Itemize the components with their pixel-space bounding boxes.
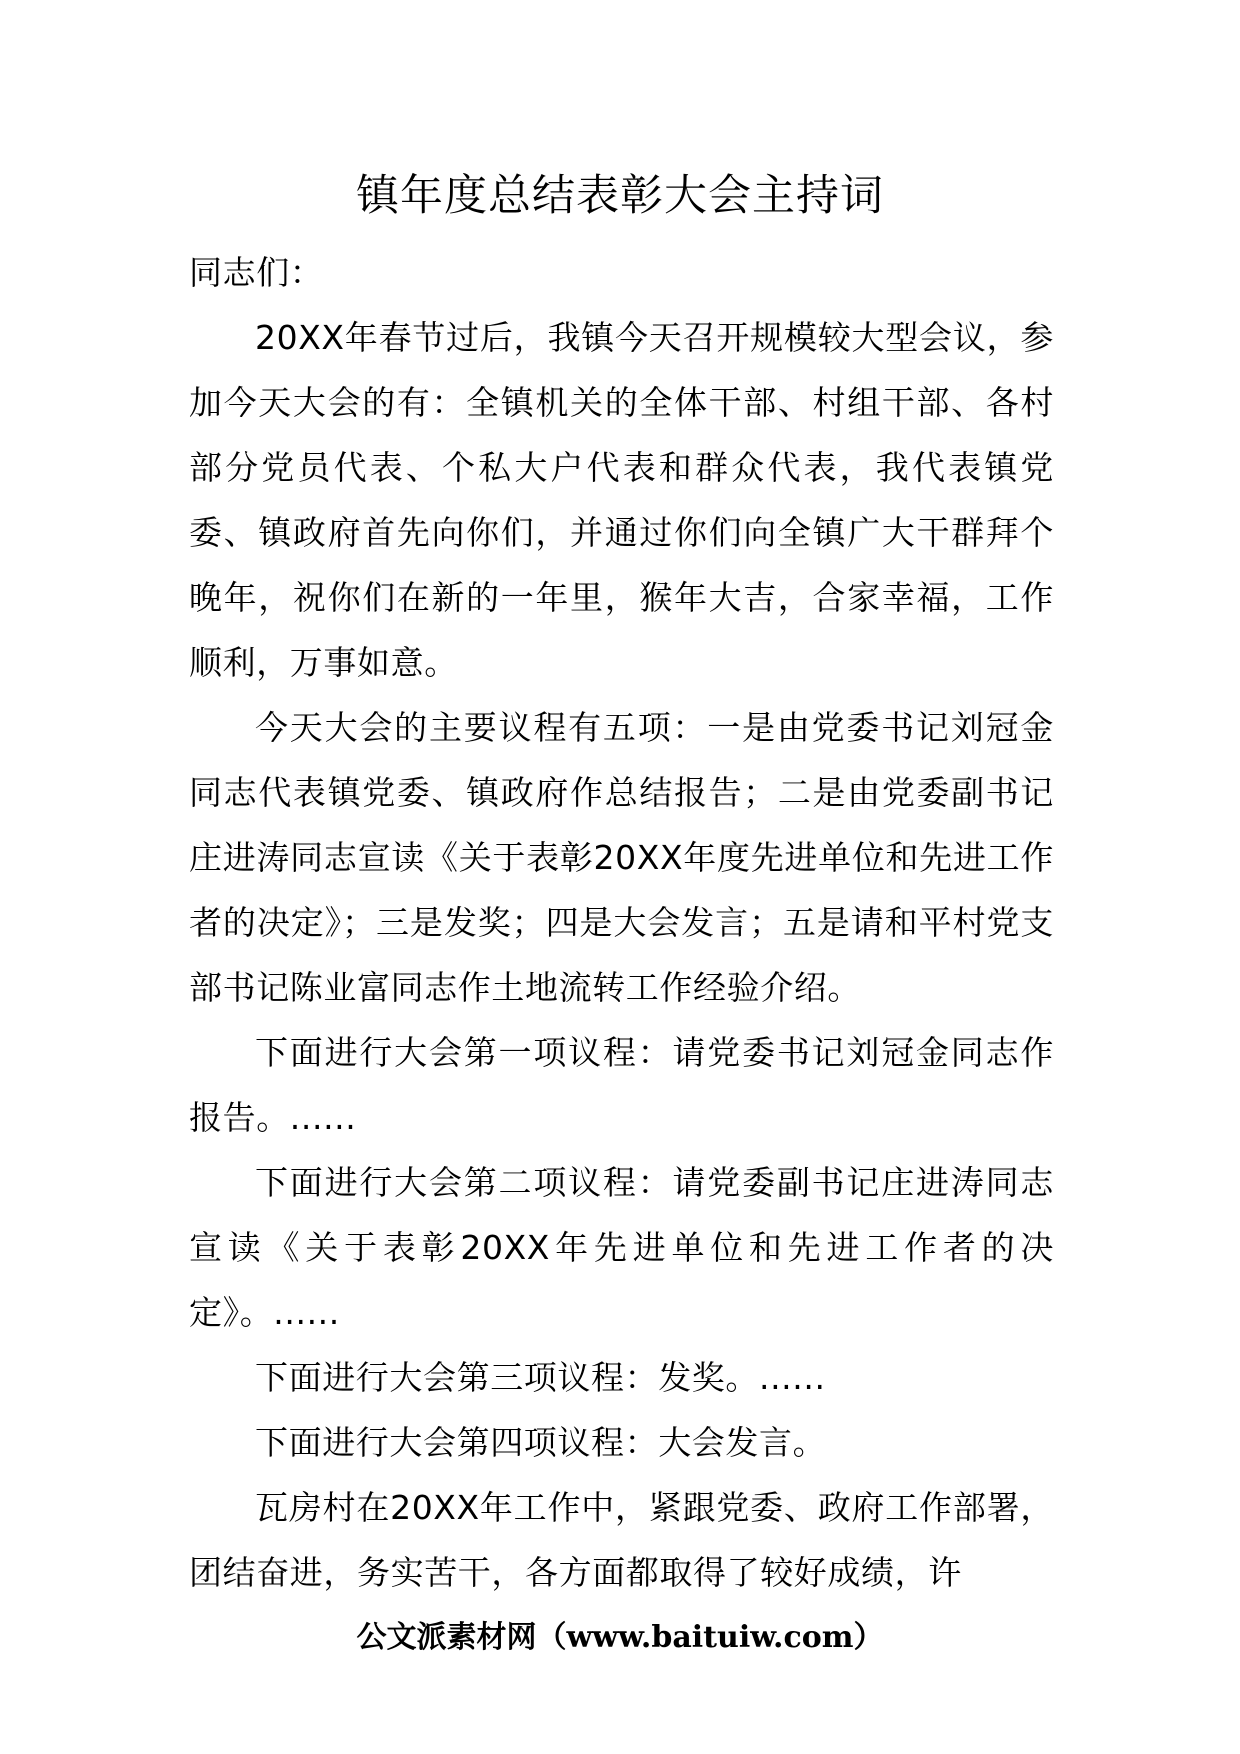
paragraph-item-2: 下面进行大会第二项议程：请党委副书记庄进涛同志宣读《关于表彰20XX年先进单位和先进工作者的决定》。...... <box>189 1163 1054 1332</box>
salutation: 同志们： <box>189 253 324 292</box>
page-footer-watermark: 公文派素材网（www.baituiw.com） <box>356 1620 884 1655</box>
document-title: 镇年度总结表彰大会主持词 <box>356 171 884 221</box>
document-body <box>189 240 1054 1605</box>
paragraph-item-4: 下面进行大会第四项议程：大会发言。 <box>255 1423 827 1462</box>
paragraph-item-3: 下面进行大会第三项议程：发奖。...... <box>255 1358 826 1397</box>
paragraph-agenda: 今天大会的主要议程有五项：一是由党委书记刘冠金同志代表镇党委、镇政府作总结报告；二是由党委副书记庄进涛同志宣读《关于表彰20XX年度先进单位和先进工作者的决定》；三是发奖；四是大会发言；五是请和平村党支部书记陈业富同志作土地流转工作经验介绍。 <box>189 708 1054 1007</box>
paragraph-opening: 20XX年春节过后，我镇今天召开规模较大型会议，参加今天大会的有：全镇机关的全体干部、村组干部、各村部分党员代表、个私大户代表和群众代表，我代表镇党委、镇政府首先向你们，并通过你们向全镇广大干群拜个晚年，祝你们在新的一年里，猴年大吉，合家幸福，工作顺利，万事如意。 <box>189 318 1054 682</box>
paragraph-wafang-village: 瓦房村在20XX年工作中，紧跟党委、政府工作部署，团结奋进，务实苦干，各方面都取得了较好成绩，许 <box>189 1488 1054 1592</box>
paragraph-item-1: 下面进行大会第一项议程：请党委书记刘冠金同志作报告。...... <box>189 1033 1054 1137</box>
